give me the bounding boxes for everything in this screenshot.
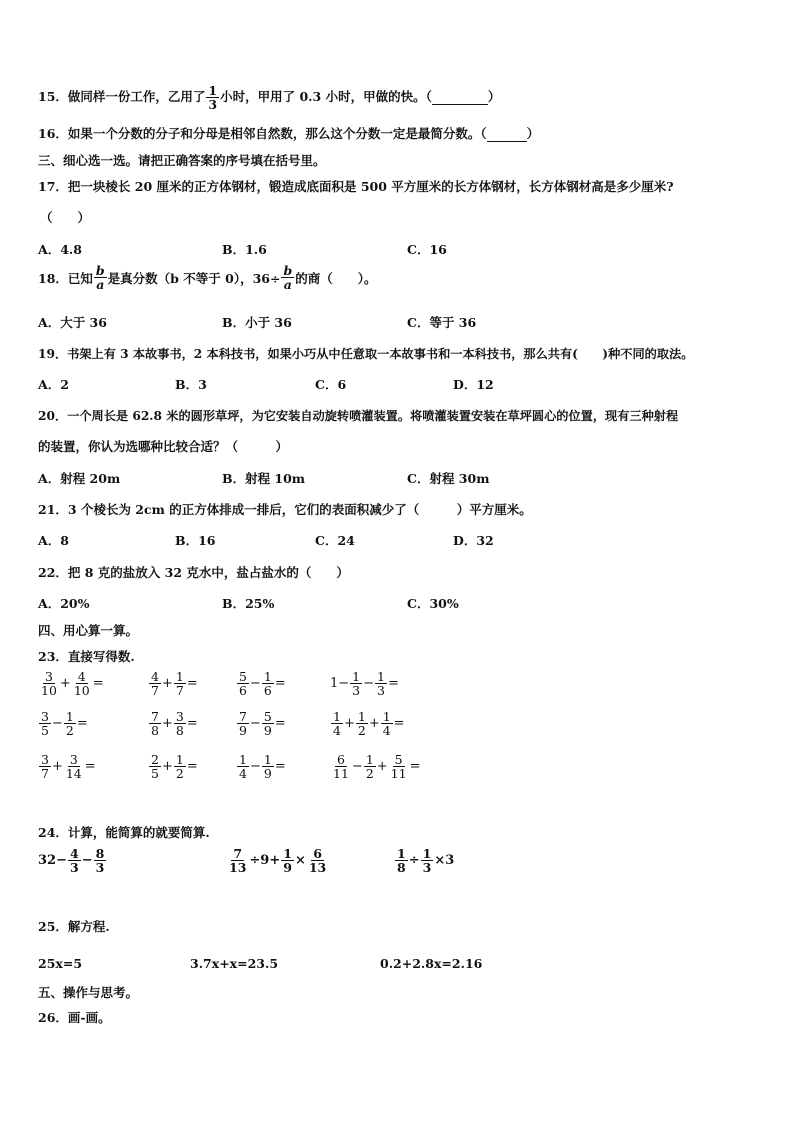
q21-option-a[interactable]: A．8 (38, 533, 69, 548)
q23-expression (330, 753, 420, 780)
q23-number: 23． (38, 649, 68, 664)
fraction-numerator: 5 (263, 709, 272, 724)
q20-text-1: 一个周长是 62.8 米的圆形草坪，为它安装自动旋转喷灌装置。将喷灌装置安装在草坪圆心的位置，现有三种射程 (67, 409, 679, 423)
equals-sign: = (186, 759, 198, 775)
expression-lead: 32− (38, 853, 67, 869)
operator: − (351, 759, 363, 775)
q16-number: 16． (38, 126, 68, 141)
equals-sign: = (409, 759, 421, 775)
equals-sign: = (84, 759, 96, 775)
fraction-denominator: 13 (308, 860, 327, 876)
fraction (356, 710, 368, 737)
fraction (364, 753, 376, 780)
operator: + (161, 676, 173, 692)
q21-option-c[interactable]: C．24 (315, 533, 355, 548)
q18-frac2-denominator: a (283, 277, 292, 293)
q20-option-c[interactable]: C．射程 30m (407, 471, 490, 486)
q18-frac-denominator: a (96, 277, 105, 293)
q18-text-2: 是真分数（b 不等于 0），36÷ (107, 270, 281, 286)
fraction-numerator: 1 (397, 846, 406, 861)
expression-tail: ×3 (434, 853, 455, 869)
fraction (237, 670, 249, 697)
question-18 (38, 264, 376, 291)
fraction (389, 753, 409, 780)
fraction-numerator: 4 (77, 669, 86, 684)
fraction-numerator: 5 (394, 752, 403, 767)
q17-text: 把一块棱长 20 厘米的正方体钢材，锻造成底面积是 500 平方厘米的长方体钢材，长方体钢材高是多少厘米? (67, 179, 674, 194)
q19-option-b[interactable]: B．3 (175, 377, 207, 392)
q16-answer-blank[interactable] (487, 126, 527, 142)
fraction-numerator: 1 (175, 752, 184, 767)
operator: + (368, 716, 380, 732)
fraction-denominator: 3 (352, 683, 361, 699)
q20-option-b[interactable]: B．射程 10m (222, 471, 306, 486)
fraction (262, 753, 274, 780)
q15-text-3: ） (487, 89, 501, 105)
q19-number: 19． (38, 347, 68, 361)
fraction-numerator: 3 (69, 752, 78, 767)
fraction (64, 753, 84, 780)
fraction (174, 710, 186, 737)
expression-lead: 1− (330, 676, 350, 692)
fraction (64, 710, 76, 737)
fraction-numerator: 4 (151, 669, 159, 684)
fraction (149, 670, 161, 697)
operator: × (294, 853, 306, 869)
q23-expression (330, 710, 405, 737)
fraction-numerator: 6 (336, 752, 345, 767)
fraction (237, 753, 249, 780)
q23-expression (236, 670, 286, 697)
question-17 (38, 177, 674, 195)
q19-option-d[interactable]: D．12 (453, 377, 494, 392)
fraction-denominator: 2 (357, 723, 366, 739)
fraction-numerator: 8 (95, 846, 105, 861)
question-20-line-2: 的装置，你认为选哪种比较合适？（ ） (38, 439, 289, 454)
fraction-numerator: 3 (41, 709, 49, 724)
fraction (350, 670, 362, 697)
fraction-denominator: 6 (239, 683, 247, 699)
fraction-denominator: 6 (263, 683, 272, 699)
fraction-denominator: 7 (41, 766, 49, 782)
operator: + (376, 759, 388, 775)
fraction (149, 753, 161, 780)
fraction-numerator: 1 (422, 846, 432, 861)
q21-number: 21． (38, 502, 68, 517)
fraction-denominator: 13 (229, 860, 247, 876)
fraction (395, 847, 408, 874)
q23-expression (38, 670, 104, 697)
fraction-denominator: 2 (365, 766, 374, 782)
q16-text-2: ） (526, 126, 540, 141)
q25-equation-1: 25x=5 (38, 956, 83, 971)
operator: + (59, 676, 71, 692)
fraction-denominator: 7 (175, 683, 184, 699)
q24-expression (38, 847, 107, 874)
q19-option-a[interactable]: A．2 (38, 377, 69, 392)
q23-expression (148, 670, 198, 697)
fraction (281, 847, 294, 874)
q18-option-a[interactable]: A．大于 36 (38, 315, 107, 330)
section-5-heading: 五、操作与思考。 (38, 985, 139, 1000)
q15-answer-blank[interactable] (432, 89, 488, 105)
q23-text: 直接写得数. (67, 649, 135, 664)
equals-sign: = (274, 716, 286, 732)
q19-text: 书架上有 3 本故事书，2 本科技书，如果小巧从中任意取一本故事书和一本科技书，那么共有( )种不同的取法。 (67, 347, 694, 361)
fraction-denominator: 3 (69, 860, 79, 876)
fraction-numerator: 1 (263, 752, 272, 767)
operator: − (249, 716, 261, 732)
fraction (227, 847, 248, 874)
fraction-numerator: 7 (233, 846, 243, 861)
fraction (68, 847, 81, 874)
fraction-denominator: 10 (41, 683, 57, 699)
fraction-numerator: 1 (263, 669, 272, 684)
fraction-numerator: 1 (239, 752, 247, 767)
fraction-denominator: 5 (151, 766, 159, 782)
q18-text-1: 已知 (67, 270, 93, 286)
fraction-denominator: 2 (65, 723, 74, 739)
q15-number: 15． (38, 89, 68, 105)
equals-sign: = (393, 716, 405, 732)
fraction-numerator: 2 (151, 752, 159, 767)
fraction (375, 670, 387, 697)
fraction (149, 710, 161, 737)
q24-expression (394, 847, 454, 874)
q23-expression (236, 753, 286, 780)
q24-number: 24． (38, 825, 68, 840)
q25-text: 解方程. (67, 919, 110, 934)
fraction (39, 710, 51, 737)
q15-fraction (206, 84, 219, 111)
question-15 (38, 84, 500, 111)
fraction-numerator: 4 (69, 846, 79, 861)
q22-option-b[interactable]: B．25% (222, 596, 275, 611)
operator: + (343, 716, 355, 732)
q18-frac2-numerator: b (283, 263, 293, 278)
q23-expression (236, 710, 286, 737)
fraction-denominator: 5 (41, 723, 49, 739)
fraction-denominator: 2 (175, 766, 184, 782)
q23-expression (38, 753, 96, 780)
fraction-denominator: 8 (151, 723, 159, 739)
equals-sign: = (92, 676, 104, 692)
fraction-numerator: 6 (313, 846, 322, 861)
q19-option-c[interactable]: C．6 (315, 377, 347, 392)
q23-expression (330, 670, 399, 697)
operator: − (51, 716, 63, 732)
q22-option-c[interactable]: C．30% (407, 596, 459, 611)
fraction (331, 710, 343, 737)
fraction (421, 847, 434, 874)
fraction-denominator: 14 (65, 766, 82, 782)
operator: − (81, 853, 93, 869)
q25-equation-2: 3.7x+x=23.5 (190, 956, 279, 971)
q18-text-3: 的商（ ）。 (295, 270, 377, 286)
operator: + (161, 716, 173, 732)
equals-sign: = (186, 676, 198, 692)
fraction (174, 670, 186, 697)
question-23 (38, 647, 135, 665)
q18-number: 18． (38, 270, 68, 286)
fraction (262, 670, 274, 697)
q18-fraction-b-over-a-2 (281, 264, 294, 291)
equals-sign: = (387, 676, 399, 692)
question-21 (38, 500, 532, 518)
fraction-numerator: 1 (65, 709, 74, 724)
fraction (94, 847, 107, 874)
fraction-numerator: 1 (352, 669, 361, 684)
question-16 (38, 124, 539, 142)
fraction-numerator: 3 (44, 669, 53, 684)
question-26 (38, 1008, 111, 1026)
fraction (39, 753, 51, 780)
q22-number: 22． (38, 565, 68, 580)
operator: − (249, 676, 261, 692)
q15-text-1: 做同样一份工作，乙用了 (67, 89, 206, 105)
operator: + (161, 759, 173, 775)
q23-expression (148, 710, 198, 737)
question-20-line-1 (38, 407, 678, 424)
equals-sign: = (76, 716, 88, 732)
section-4-heading: 四、用心算一算。 (38, 623, 139, 638)
q18-option-c[interactable]: C．等于 36 (407, 315, 477, 330)
q15-frac-numerator: 1 (208, 83, 218, 98)
fraction-numerator: 3 (41, 752, 49, 767)
fraction-numerator: 1 (175, 669, 184, 684)
q23-expression (148, 753, 198, 780)
q22-text: 把 8 克的盐放入 32 克水中，盐占盐水的（ ） (67, 565, 349, 580)
fraction-denominator: 3 (95, 860, 105, 876)
fraction-numerator: 5 (239, 669, 247, 684)
q21-option-d[interactable]: D．32 (453, 533, 494, 548)
fraction-numerator: 1 (357, 709, 366, 724)
fraction-denominator: 11 (333, 766, 349, 782)
operator: − (363, 676, 375, 692)
fraction (72, 670, 92, 697)
q24-text: 计算，能简算的就要简算. (67, 825, 210, 840)
fraction (307, 847, 328, 874)
q18-frac-numerator: b (95, 263, 105, 278)
question-22 (38, 563, 349, 581)
q17-number: 17． (38, 179, 68, 194)
q23-expression (38, 710, 88, 737)
q17-option-b[interactable]: B．1.6 (222, 242, 267, 257)
q18-option-b[interactable]: B．小于 36 (222, 315, 292, 330)
q20-option-a[interactable]: A．射程 20m (38, 471, 121, 486)
q18-fraction-b-over-a (94, 264, 107, 291)
fraction-numerator: 1 (333, 709, 341, 724)
operator: ÷ (408, 853, 420, 869)
q20-number: 20． (38, 409, 68, 423)
q15-frac-denominator: 3 (208, 97, 218, 113)
fraction-denominator: 9 (263, 723, 272, 739)
q17-answer-paren[interactable]: （ ） (40, 210, 91, 225)
question-25 (38, 917, 110, 935)
fraction (381, 710, 393, 737)
fraction-numerator: 1 (365, 752, 374, 767)
fraction (174, 753, 186, 780)
fraction (39, 670, 59, 697)
fraction-denominator: 8 (175, 723, 184, 739)
q24-expression (226, 847, 329, 874)
fraction-numerator: 3 (175, 709, 184, 724)
fraction-denominator: 11 (390, 766, 407, 782)
q15-text-2: 小时，甲用了 0.3 小时，甲做的快。（ (220, 89, 432, 105)
q17-option-c[interactable]: C．16 (407, 242, 447, 257)
fraction (262, 710, 274, 737)
fraction-denominator: 9 (239, 723, 247, 739)
operator: − (249, 759, 261, 775)
fraction-numerator: 1 (382, 709, 391, 724)
operator: + (51, 759, 63, 775)
fraction-denominator: 10 (73, 683, 90, 699)
fraction-denominator: 3 (422, 860, 432, 876)
fraction-numerator: 1 (283, 846, 292, 861)
equals-sign: = (274, 676, 286, 692)
fraction (237, 710, 249, 737)
fraction-numerator: 7 (239, 709, 247, 724)
fraction-denominator: 7 (151, 683, 159, 699)
q25-equation-3: 0.2+2.8x=2.16 (380, 956, 483, 971)
q22-option-a[interactable]: A．20% (38, 596, 90, 611)
q21-option-b[interactable]: B．16 (175, 533, 216, 548)
q17-option-a[interactable]: A．4.8 (38, 242, 82, 257)
fraction-denominator: 9 (263, 766, 272, 782)
fraction-numerator: 7 (151, 709, 159, 724)
fraction-denominator: 4 (382, 723, 391, 739)
q21-text: 3 个棱长为 2cm 的正方体排成一排后，它们的表面积减少了（ ）平方厘米。 (67, 502, 532, 517)
section-3-heading: 三、细心选一选。请把正确答案的序号填在括号里。 (38, 153, 326, 168)
q26-text: 画-画。 (67, 1010, 111, 1025)
question-24 (38, 823, 210, 841)
fraction-numerator: 1 (377, 669, 385, 684)
equals-sign: = (274, 759, 286, 775)
fraction-denominator: 8 (397, 860, 406, 876)
q25-number: 25． (38, 919, 68, 934)
q16-text-1: 如果一个分数的分子和分母是相邻自然数，那么这个分数一定是最简分数。（ (67, 126, 487, 141)
fraction-denominator: 4 (333, 723, 341, 739)
fraction (331, 753, 351, 780)
q26-number: 26． (38, 1010, 68, 1025)
equals-sign: = (186, 716, 198, 732)
expression-middle: ÷9+ (249, 853, 281, 869)
fraction-denominator: 4 (239, 766, 247, 782)
fraction-denominator: 3 (377, 683, 385, 699)
fraction-denominator: 9 (283, 860, 292, 876)
question-19 (38, 345, 693, 362)
